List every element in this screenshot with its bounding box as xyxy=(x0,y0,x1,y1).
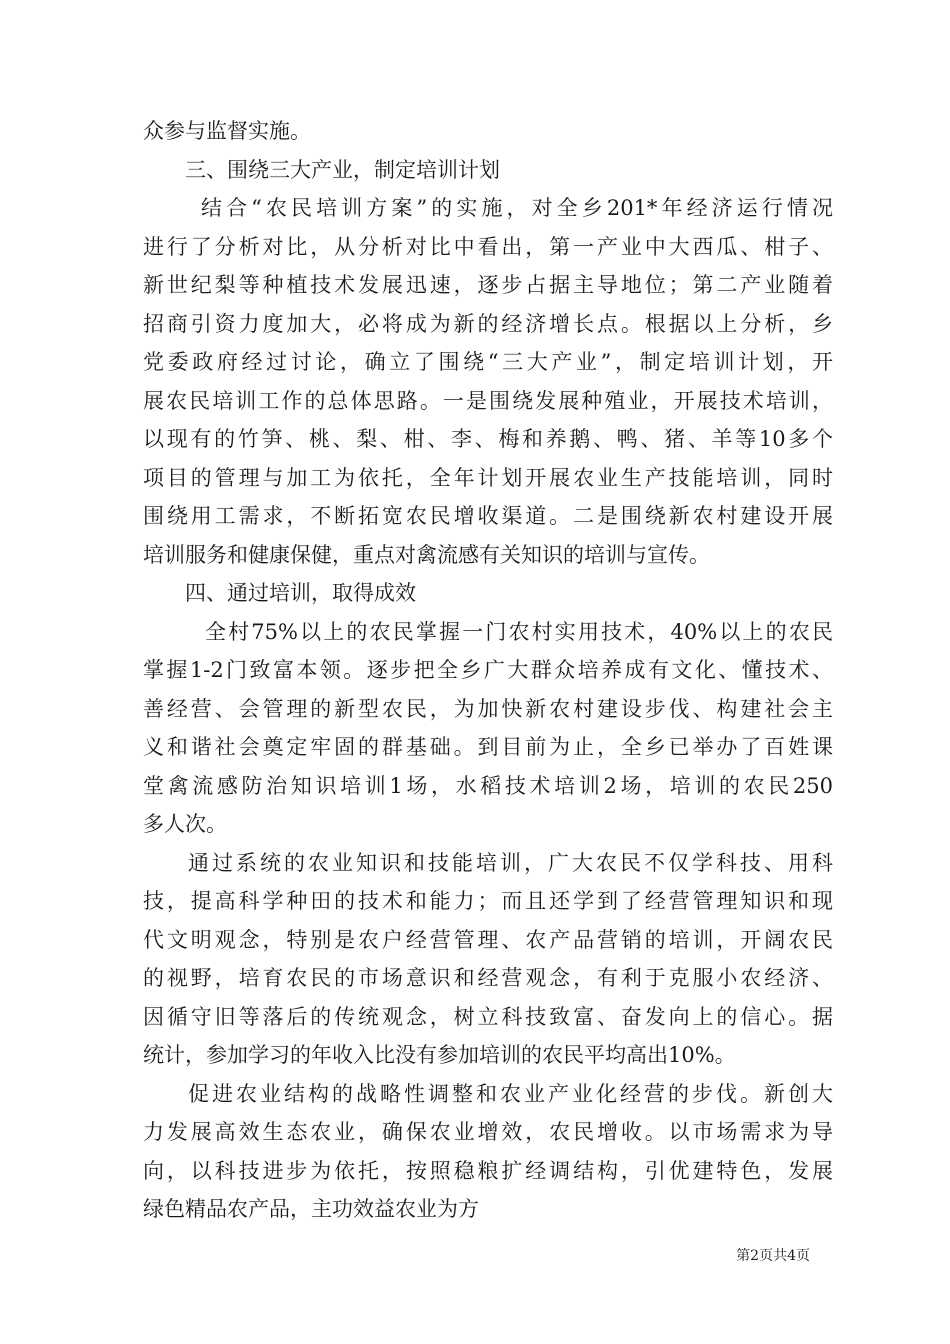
paragraph-line: 堂禽流感防治知识培训1场，水稻技术培训2场，培训的农民250 xyxy=(143,773,833,798)
paragraph-line: 围绕用工需求，不断拓宽农民增收渠道。二是围绕新农村建设开展 xyxy=(143,504,833,528)
paragraph-line: 多人次。 xyxy=(143,812,227,836)
page-number: 第2页共4页 xyxy=(736,1248,810,1264)
paragraph-line: 力发展高效生态农业，确保农业增效，农民增收。以市场需求为导 xyxy=(143,1120,833,1144)
paragraph-line: 以现有的竹笋、桃、梨、柑、李、梅和养鹅、鸭、猪、羊等10多个 xyxy=(143,427,833,451)
paragraph-line: 因循守旧等落后的传统观念，树立科技致富、奋发向上的信心。据 xyxy=(143,1004,833,1029)
paragraph-line: 项目的管理与加工为依托，全年计划开展农业生产技能培训，同时 xyxy=(143,465,833,490)
paragraph-line: 掌握1-2门致富本领。逐步把全乡广大群众培养成有文化、懂技术、 xyxy=(143,658,833,682)
paragraph-line: 通过系统的农业知识和技能培训，广大农民不仅学科技、用科 xyxy=(188,850,833,875)
section-heading: 四、通过培训，取得成效 xyxy=(185,581,416,605)
paragraph-line: 进行了分析对比，从分析对比中看出，第一产业中大西瓜、柑子、 xyxy=(143,234,833,259)
paragraph-line: 善经营、会管理的新型农民，为加快新农村建设步伐、构建社会主 xyxy=(143,696,833,721)
paragraph-line: 全村75%以上的农民掌握一门农村实用技术，40%以上的农民 xyxy=(205,619,833,644)
paragraph-line: 培训服务和健康保健，重点对禽流感有关知识的培训与宣传。 xyxy=(143,542,710,567)
paragraph-line: 义和谐社会奠定牢固的群基础。到目前为止，全乡已举办了百姓课 xyxy=(143,735,833,759)
paragraph-line: 结合“农民培训方案”的实施，对全乡201*年经济运行情况 xyxy=(201,196,833,220)
paragraph-line: 技，提高科学种田的技术和能力；而且还学到了经营管理知识和现 xyxy=(143,889,833,913)
paragraph-line: 招商引资力度加大，必将成为新的经济增长点。根据以上分析，乡 xyxy=(143,311,833,336)
paragraph-line: 展农民培训工作的总体思路。一是围绕发展种殖业，开展技术培训， xyxy=(143,388,833,413)
paragraph-line: 促进农业结构的战略性调整和农业产业化经营的步伐。新创大 xyxy=(188,1081,833,1106)
paragraph-line: 向，以科技进步为依托，按照稳粮扩经调结构，引优建特色，发展 xyxy=(143,1158,833,1183)
paragraph-line: 统计，参加学习的年收入比没有参加培训的农民平均高出10%。 xyxy=(143,1043,736,1067)
paragraph-line: 新世纪梨等种植技术发展迅速，逐步占据主导地位；第二产业随着 xyxy=(143,273,833,297)
section-heading: 三、围绕三大产业，制定培训计划 xyxy=(185,157,500,182)
paragraph-line: 党委政府经过讨论，确立了围绕“三大产业”，制定培训计划，开 xyxy=(143,350,833,374)
paragraph-line: 的视野，培育农民的市场意识和经营观念，有利于克服小农经济、 xyxy=(143,966,833,990)
body-text xyxy=(143,112,833,1229)
paragraph-line: 众参与监督实施。 xyxy=(143,119,311,143)
paragraph-line: 绿色精品农产品，主功效益农业为方 xyxy=(143,1197,479,1221)
paragraph-line: 代文明观念，特别是农户经营管理、农产品营销的培训，开阔农民 xyxy=(143,927,833,952)
